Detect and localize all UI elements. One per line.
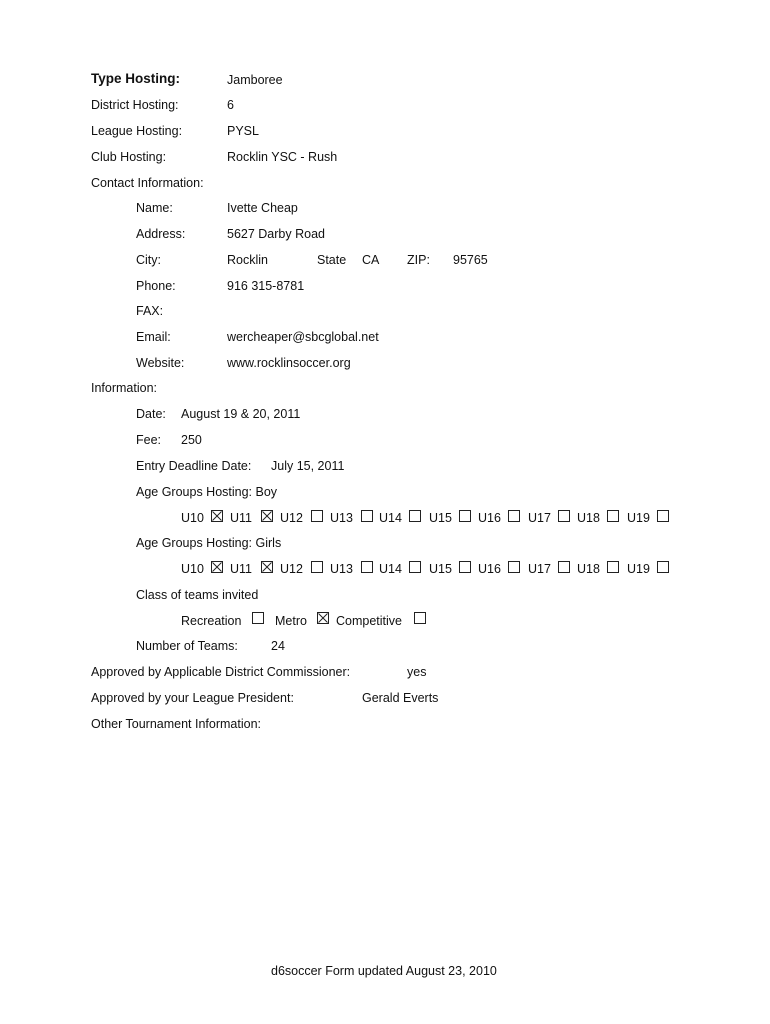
age-checkbox-boy-u17[interactable]	[558, 510, 570, 522]
type-hosting-value: Jamboree	[227, 73, 283, 87]
age-label: U12	[280, 562, 303, 576]
district-commissioner-value: yes	[407, 665, 427, 679]
age-checkbox-girls-u16[interactable]	[508, 561, 520, 573]
type-hosting-label: Type Hosting:	[91, 71, 180, 86]
class-checkbox-metro[interactable]	[317, 612, 329, 624]
age-label: U13	[330, 511, 353, 525]
contact-state-label: State	[317, 253, 347, 267]
age-label: U16	[478, 562, 501, 576]
fee-value: 250	[181, 433, 202, 447]
district-hosting-label: District Hosting:	[91, 98, 179, 112]
number-of-teams-value: 24	[271, 639, 285, 653]
league-hosting-label: League Hosting:	[91, 124, 183, 138]
age-groups-boy-heading: Age Groups Hosting: Boy	[136, 485, 278, 499]
number-of-teams-label: Number of Teams:	[136, 639, 238, 653]
contact-zip-value: 95765	[453, 253, 488, 267]
age-label: U11	[230, 562, 253, 576]
age-groups-girls-heading: Age Groups Hosting: Girls	[136, 536, 282, 550]
deadline-value: July 15, 2011	[271, 459, 345, 473]
age-label: U18	[577, 562, 600, 576]
check-x-icon	[318, 613, 328, 623]
age-checkbox-girls-u13[interactable]	[361, 561, 373, 573]
contact-city-label: City:	[136, 253, 161, 267]
age-checkbox-boy-u11[interactable]	[261, 510, 273, 522]
age-label: U19	[627, 511, 650, 525]
deadline-label: Entry Deadline Date:	[136, 459, 252, 473]
contact-zip-label: ZIP:	[407, 253, 430, 267]
age-label: U18	[577, 511, 600, 525]
contact-website-label: Website:	[136, 356, 185, 370]
district-commissioner-label: Approved by Applicable District Commissioner:	[91, 665, 351, 679]
contact-fax-label: FAX:	[136, 304, 164, 318]
age-label: U10	[181, 562, 204, 576]
age-checkbox-girls-u10[interactable]	[211, 561, 223, 573]
check-x-icon	[212, 511, 222, 521]
fee-label: Fee:	[136, 433, 162, 447]
league-hosting-value: PYSL	[227, 124, 259, 138]
class-checkbox-recreation[interactable]	[252, 612, 264, 624]
class-of-teams-heading: Class of teams invited	[136, 588, 259, 602]
class-label-metro: Metro	[275, 614, 307, 628]
date-label: Date:	[136, 407, 166, 421]
age-label: U17	[528, 562, 551, 576]
age-checkbox-boy-u13[interactable]	[361, 510, 373, 522]
age-label: U14	[379, 562, 402, 576]
check-x-icon	[262, 562, 272, 572]
age-checkbox-girls-u18[interactable]	[607, 561, 619, 573]
age-checkbox-boy-u15[interactable]	[459, 510, 471, 522]
age-checkbox-girls-u15[interactable]	[459, 561, 471, 573]
other-info-label: Other Tournament Information:	[91, 717, 261, 731]
contact-address-label: Address:	[136, 227, 186, 241]
contact-name-label: Name:	[136, 201, 173, 215]
check-x-icon	[212, 562, 222, 572]
age-label: U17	[528, 511, 551, 525]
class-label-competitive: Competitive	[336, 614, 402, 628]
check-x-icon	[262, 511, 272, 521]
age-label: U19	[627, 562, 650, 576]
contact-email-label: Email:	[136, 330, 171, 344]
contact-email-value: wercheaper@sbcglobal.net	[227, 330, 379, 344]
contact-state-value: CA	[362, 253, 380, 267]
district-hosting-value: 6	[227, 98, 234, 112]
age-label: U12	[280, 511, 303, 525]
contact-heading: Contact Information:	[91, 176, 204, 190]
age-label: U16	[478, 511, 501, 525]
age-label: U15	[429, 562, 452, 576]
contact-phone-label: Phone:	[136, 279, 176, 293]
age-checkbox-girls-u17[interactable]	[558, 561, 570, 573]
age-checkbox-girls-u11[interactable]	[261, 561, 273, 573]
contact-website-value: www.rocklinsoccer.org	[227, 356, 351, 370]
age-checkbox-boy-u14[interactable]	[409, 510, 421, 522]
age-label: U11	[230, 511, 253, 525]
contact-name-value: Ivette Cheap	[227, 201, 298, 215]
footer-text: d6soccer Form updated August 23, 2010	[271, 964, 497, 978]
age-label: U13	[330, 562, 353, 576]
age-checkbox-boy-u16[interactable]	[508, 510, 520, 522]
age-checkbox-girls-u14[interactable]	[409, 561, 421, 573]
age-label: U15	[429, 511, 452, 525]
club-hosting-label: Club Hosting:	[91, 150, 167, 164]
age-label: U14	[379, 511, 402, 525]
age-checkbox-girls-u19[interactable]	[657, 561, 669, 573]
age-checkbox-boy-u12[interactable]	[311, 510, 323, 522]
age-checkbox-boy-u19[interactable]	[657, 510, 669, 522]
class-checkbox-competitive[interactable]	[414, 612, 426, 624]
league-president-value: Gerald Everts	[362, 691, 439, 705]
league-president-label: Approved by your League President:	[91, 691, 294, 705]
age-checkbox-girls-u12[interactable]	[311, 561, 323, 573]
contact-city-value: Rocklin	[227, 253, 268, 267]
information-heading: Information:	[91, 381, 158, 395]
date-value: August 19 & 20, 2011	[181, 407, 301, 421]
age-label: U10	[181, 511, 204, 525]
class-label-recreation: Recreation	[181, 614, 242, 628]
age-checkbox-boy-u10[interactable]	[211, 510, 223, 522]
club-hosting-value: Rocklin YSC - Rush	[227, 150, 338, 164]
contact-address-value: 5627 Darby Road	[227, 227, 325, 241]
contact-phone-value: 916 315-8781	[227, 279, 305, 293]
age-checkbox-boy-u18[interactable]	[607, 510, 619, 522]
